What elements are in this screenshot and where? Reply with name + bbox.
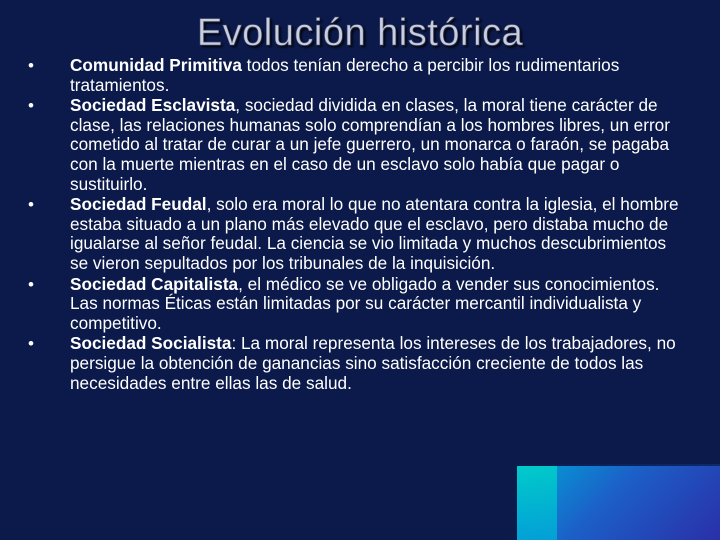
item-term: Comunidad Primitiva	[70, 55, 242, 75]
item-text: , solo era moral lo que no atentara contra la iglesia, el hombre estaba situado a un plano más elevado que el esclavo, pero distaba mucho de igualarse al señor feudal. La ciencia se vio limitada y muchos descubrimientos se vieron sepultados por los tribunales de la inquisición.	[70, 194, 679, 273]
list-item	[28, 275, 688, 334]
list-item	[28, 56, 688, 95]
item-text: , el médico se ve obligado a vender sus conocimientos. Las normas Éticas están limitadas por su carácter mercantil individualista y competitivo.	[70, 273, 660, 333]
item-term: Sociedad Socialista	[70, 333, 232, 354]
item-text: : La moral representa los intereses de los trabajadores, no persigue la obtención de ganancias sino satisfacción creciente de todos las necesidades entre ellas las de salud.	[70, 333, 676, 393]
bullet-icon: •	[28, 195, 34, 215]
item-term: Sociedad Feudal	[70, 194, 207, 215]
list-item	[28, 96, 688, 194]
list-item	[28, 195, 688, 273]
item-text: todos tenían derecho a percibir los rudimentarios tratamientos.	[70, 55, 620, 95]
bullet-list	[28, 56, 688, 394]
decorative-corner-highlight	[517, 466, 557, 540]
list-item	[28, 334, 688, 393]
slide-title: Evolución histórica	[196, 12, 524, 54]
bullet-icon: •	[28, 334, 34, 354]
item-term: Sociedad Esclavista	[70, 95, 236, 116]
bullet-icon: •	[28, 56, 34, 75]
item-term: Sociedad Capitalista	[70, 273, 239, 294]
item-text: , sociedad dividida en clases, la moral tiene carácter de clase, las relaciones humanas solo comprendían a los hombres libres, un error cometido al tratar de curar a un jefe guerrero, un monarca o faraón, se pagaba con la muerte mientras en el caso de un esclavo solo había que pagar o sustituirlo.	[70, 95, 670, 194]
bullet-icon: •	[28, 96, 34, 116]
bullet-icon: •	[28, 274, 34, 294]
